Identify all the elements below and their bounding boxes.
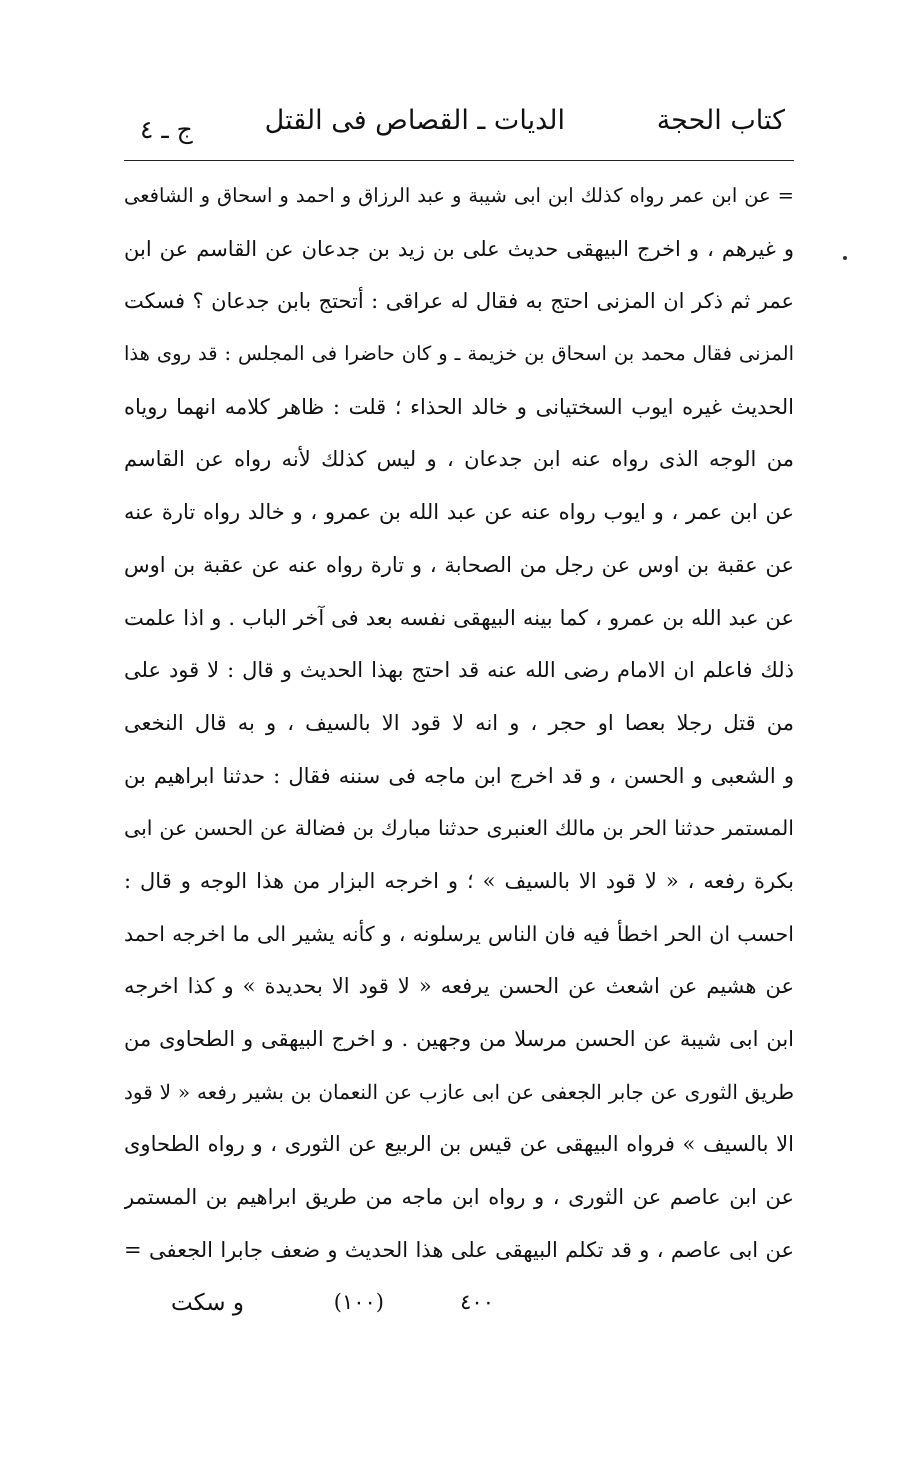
text-line: عن ابى عاصم ، و قد تكلم البيهقى على هذا الحديث و ضعف جابرا الجعفى =	[124, 1237, 794, 1262]
text-line: عن ابن عمر ، و ايوب رواه عنه عن عبد الله بن عمرو ، و خالد رواه تارة عنه	[124, 500, 794, 525]
text-line: عن هشيم عن اشعث عن الحسن يرفعه « لا قود الا بحديدة » و كذا اخرجه	[124, 974, 794, 999]
text-line: عن عبد الله بن عمرو ، كما بينه البيهقى نفسه بعد فى آخر الباب . و اذا علمت	[124, 605, 794, 630]
text-line: من الوجه الذى رواه عنه ابن جدعان ، و ليس كذلك لأنه رواه عن القاسم	[124, 447, 794, 472]
section-number: (١٠٠)	[333, 1290, 384, 1314]
text-line: المزنى فقال محمد بن اسحاق بن خزيمة ـ و كان حاضرا فى المجلس : قد روى هذا	[124, 342, 794, 366]
margin-mark	[843, 256, 847, 260]
text-line: = عن ابن عمر رواه كذلك ابن ابى شيبة و عبد الرزاق و احمد و اسحاق و الشافعى	[124, 184, 794, 207]
text-line: عن ابن عاصم عن الثورى ، و رواه ابن ماجه من طريق ابراهيم بن المستمر	[124, 1185, 794, 1210]
text-line: بكرة رفعه ، « لا قود الا بالسيف » ؛ و اخرجه البزار من هذا الوجه و قال :	[124, 868, 794, 893]
text-line: و غيرهم ، و اخرج البيهقى حديث على بن زيد بن جدعان عن القاسم عن ابن	[124, 236, 794, 261]
catchword: و سكت	[171, 1290, 244, 1316]
text-line: المستمر حدثنا الحر بن مالك العنبرى حدثنا مبارك بن فضالة عن الحسن عن ابى	[124, 816, 794, 841]
volume-number: ج ـ ٤	[140, 115, 193, 144]
book-title: كتاب الحجة	[656, 105, 785, 136]
text-line: احسب ان الحر اخطأ فيه فان الناس يرسلونه ، و كأنه يشير الى ما اخرجه احمد	[124, 921, 794, 946]
chapter-title: الديات ـ القصاص فى القتل	[264, 105, 565, 136]
text-line: و الشعبى و الحسن ، و قد اخرج ابن ماجه فى سننه فقال : حدثنا ابراهيم بن	[124, 763, 794, 788]
text-line: عمر ثم ذكر ان المزنى احتج به فقال له عراقى : أتحتج بابن جدعان ؟ فسكت	[124, 289, 794, 314]
text-line: ابن ابى شيبة عن الحسن مرسلا من وجهين . و اخرج البيهقى و الطحاوى من	[124, 1027, 794, 1051]
body-text	[124, 170, 794, 1276]
text-line: من قتل رجلا بعصا او حجر ، و انه لا قود الا بالسيف ، و به قال النخعى	[124, 710, 794, 735]
text-line: عن عقبة بن اوس عن رجل من الصحابة ، و تارة رواه عنه عن عقبة بن اوس	[124, 552, 794, 577]
page-footer	[124, 1290, 794, 1330]
text-line: الحديث غيره ايوب السختيانى و خالد الحذاء ؛ قلت : ظاهر كلامه انهما روياه	[124, 394, 794, 419]
running-header	[120, 105, 795, 155]
page-number: ٤٠٠	[460, 1290, 494, 1314]
text-line: الا بالسيف » فرواه البيهقى عن قيس بن الربيع عن الثورى ، و رواه الطحاوى	[124, 1132, 794, 1157]
header-rule	[124, 160, 794, 161]
text-line: طريق الثورى عن جابر الجعفى عن ابى عازب عن النعمان بن بشير رفعه « لا قود	[124, 1079, 794, 1104]
text-line: ذلك فاعلم ان الامام رضى الله عنه قد احتج بهذا الحديث و قال : لا قود على	[124, 658, 794, 683]
